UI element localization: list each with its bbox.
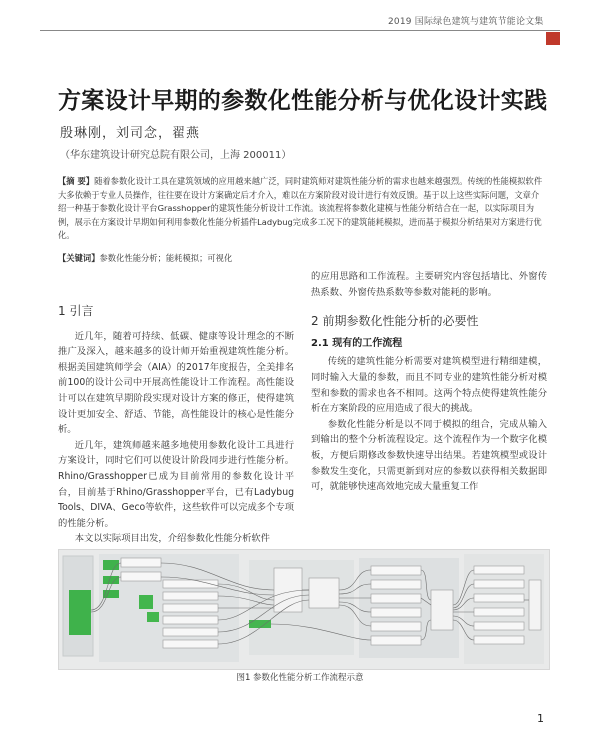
left-column [58, 300, 294, 546]
section-tab-marker [546, 32, 560, 45]
paper-title: 方案设计早期的参数化性能分析与优化设计实践 [58, 88, 548, 114]
left-paragraph-3: 本文以实际项目出发，介绍参数化性能分析软件 [74, 533, 270, 545]
section-2-heading: 2 前期参数化性能分析的必要性 [311, 314, 479, 329]
figure-caption: 图1 参数化性能分析工作流程示意 [236, 673, 364, 683]
keywords-text: 参数化性能分析；能耗模拟；可视化 [99, 253, 233, 263]
left-paragraph-2: 近几年，建筑师越来越多地使用参数化设计工具进行方案设计，同时它们可以使设计阶段同步进行性能分析。Rhino/Grasshopper已成为目前常用的参数化设计平台，目前基于Rhino/Grasshopper平台，已有Ladybug Tools、DIVA、Geco等软件，这些软件可以完成多个专项的性能分析。 [58, 439, 294, 529]
keywords-label: 【关键词】 [58, 253, 100, 263]
figure-grasshopper-canvas [58, 549, 550, 670]
section-1-heading: 1 引言 [58, 304, 94, 318]
right-paragraph-1: 传统的建筑性能分析需要对建筑模型进行精细建模，同时输入大量的参数，而且不同专业的建筑性能分析对模型和参数的需求也各不相同。这两个特点使得建筑性能分析在方案阶段的应用造成了很大的挑战。 [311, 356, 547, 415]
abstract-label: 【摘 要】 [58, 176, 95, 186]
header-rule [40, 30, 560, 31]
right-column [311, 269, 547, 547]
left-paragraph-1: 近几年，随着可持续、低碳、健康等设计理念的不断推广及深入，越来越多的设计师开始重视建筑性能分析。根据美国建筑师学会（AIA）的2017年度报告，全美排名前100的设计公司中开展高性能设计工作流程。高性能设计可以在建筑早期阶段实现对设计方案的修正，使得建筑设计更加安全、舒适、节能，高性能设计的核心是性能分析。 [58, 330, 294, 436]
right-paragraph-0: 的应用思路和工作流程。主要研究内容包括墙比、外窗传热系数、外窗传热系数等参数对能耗的影响。 [311, 271, 547, 298]
abstract-text: 随着参数化设计工具在建筑领域的应用越来越广泛，同时建筑师对建筑性能分析的需求也越来越强烈。传统的性能模拟软件大多依赖于专业人员操作，往往要在设计方案确定后才介入，难以在方案阶段对设计进行有效反馈。基于以上这些实际问题，文章介绍一种基于参数化设计平台Grasshopper的建筑性能分析设计工作流。该流程将参数化建模与性能分析结合在一起，以实际项目为例，展示在方案设计早期如何利用参数化性能分析插件Ladybug完成多工况下的建筑能耗模拟，进而基于模拟分析结果对方案进行优化。 [58, 176, 543, 240]
grasshopper-graph-image [59, 550, 549, 669]
affiliation: （华东建筑设计研究总院有限公司，上海 200011） [60, 150, 292, 161]
abstract [58, 175, 546, 243]
right-paragraph-2: 参数化性能分析是以不同于模拟的组合，完成从输入到输出的整个分析流程设定。这个流程作为一个数字化模板，方便后期修改参数快速导出结果。若建筑模型或设计参数发生变化，只需更新到对应的参数以获得相关数据即可，就能够快速高效地完成大量重复工作 [311, 418, 547, 493]
running-header: 2019 国际绿色建筑与建筑节能论文集 [388, 17, 544, 27]
authors: 殷琳刚，刘司念，翟燕 [60, 126, 201, 141]
keywords [58, 252, 546, 264]
page-number: 1 [537, 712, 544, 725]
subsection-2-1-heading: 2.1 现有的工作流程 [311, 337, 403, 349]
